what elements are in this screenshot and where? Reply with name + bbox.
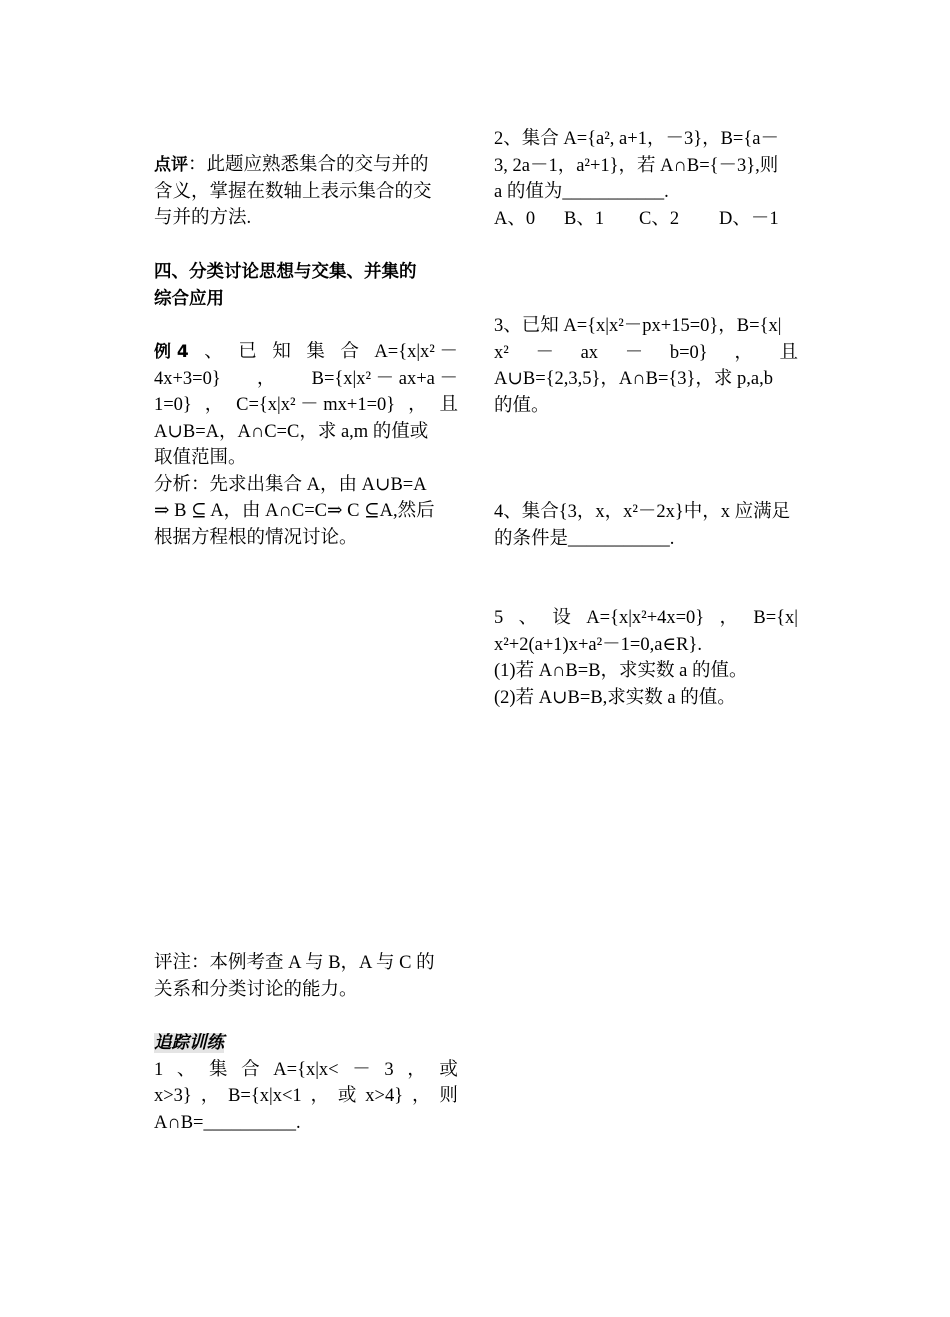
token: － — [624, 342, 644, 363]
question-3-line-4: 的值。 — [494, 395, 550, 416]
question-2-line-2: 3, 2a－1，a²+1}，若 A∩B={－3},则 — [494, 155, 779, 176]
remark-block — [154, 950, 458, 1003]
question-5-line-4: (2)若 A∪B=B,求实数 a 的值。 — [494, 687, 736, 708]
token: ， — [204, 395, 224, 415]
example-4-line-1 — [154, 339, 458, 366]
question-5-line-3: (1)若 A∩B=B，求实数 a 的值。 — [494, 661, 748, 681]
question-5-line-2: x²+2(a+1)x+a²－1=0,a∈R}. — [494, 634, 702, 655]
comment-block — [154, 152, 458, 232]
token: － — [535, 342, 554, 363]
token: 或 — [439, 1059, 458, 1080]
token: 1 — [154, 1059, 164, 1080]
question-4 — [494, 499, 798, 552]
token: 或 — [337, 1086, 357, 1106]
question-2-options — [494, 206, 798, 233]
token: C={x|x² － mx+1=0} — [236, 395, 396, 415]
token: 集 — [306, 342, 325, 362]
example-4 — [154, 339, 458, 551]
question-3 — [494, 313, 798, 419]
token: A={x|x²+4x=0} — [586, 608, 705, 628]
comment-line: 含义，掌握在数轴上表示集合的交 — [154, 181, 432, 202]
token: 合 — [340, 342, 359, 362]
section-heading-line: 四、分类讨论思想与交集、并集的 — [154, 262, 417, 282]
token: x>3} — [154, 1086, 192, 1106]
analysis-line-2: ⇒ B ⊆ A，由 A∩C=C⇒ C ⊆A,然后 — [154, 501, 435, 521]
section-heading-line: 综合应用 — [154, 288, 224, 309]
token: ， — [408, 395, 427, 415]
token: x>4} — [365, 1086, 404, 1106]
token: x² — [494, 342, 509, 363]
token: ， — [719, 608, 739, 628]
comment-line: 与并的方法. — [154, 208, 252, 228]
section-heading — [154, 259, 458, 312]
comment-label: 点评 — [154, 155, 188, 175]
token: ， — [734, 342, 753, 363]
token: B={x|x<1 — [228, 1086, 302, 1106]
question-3-line-3: A∪B={2,3,5}，A∩B={3}，求 p,a,b — [494, 369, 773, 389]
question-1-line-1 — [154, 1057, 458, 1084]
token: 设 — [552, 608, 571, 628]
token: b=0} — [669, 342, 708, 363]
option-c: C、2 — [639, 208, 680, 229]
token: B={x| — [753, 608, 798, 628]
example-4-line-5: 取值范围。 — [154, 448, 247, 468]
token: A={x|x² － — [374, 342, 458, 362]
token: ax — [580, 342, 599, 363]
example-4-label: 例 4 — [154, 342, 189, 362]
token: ， — [200, 1086, 220, 1106]
token: 则 — [439, 1086, 458, 1106]
token: A={x|x< — [273, 1059, 339, 1080]
token: 5 — [494, 608, 504, 628]
question-2-line-1: 2、集合 A={a², a+1，－3}，B={a－ — [494, 129, 779, 149]
token: 合 — [241, 1059, 260, 1080]
token: 1=0} — [154, 395, 192, 415]
example-4-line-4: A∪B=A，A∩C=C，求 a,m 的值或 — [154, 421, 429, 442]
token: － — [352, 1059, 371, 1080]
token: 、 — [518, 608, 538, 628]
remark-line: 评注：本例考查 A 与 B，A 与 C 的 — [154, 953, 435, 973]
option-a: A、0 — [494, 208, 536, 229]
token: 4x+3=0} — [154, 368, 221, 389]
analysis-line-1: 分析：先求出集合 A，由 A∪B=A — [154, 474, 427, 495]
token: B={x|x² － ax+a － — [311, 368, 458, 389]
question-4-line-1: 4、集合{3，x，x²－2x}中，x 应满足 — [494, 502, 791, 522]
question-1-line-3: A∩B=__________. — [154, 1112, 301, 1133]
tracking-title: 追踪训练 — [154, 1033, 224, 1053]
token: ， — [407, 1059, 426, 1080]
question-2 — [494, 126, 798, 232]
analysis-line-3: 根据方程根的情况讨论。 — [154, 527, 358, 548]
question-4-line-2: 的条件是___________. — [494, 528, 675, 549]
remark-line: 关系和分类讨论的能力。 — [154, 979, 358, 1000]
token: 且 — [779, 342, 798, 363]
token: 知 — [272, 342, 291, 362]
example-4-line-3 — [154, 392, 458, 419]
question-1-line-2 — [154, 1083, 458, 1110]
token: 集 — [209, 1059, 228, 1080]
token: 且 — [439, 395, 458, 415]
comment-line: ：此题应熟悉集合的交与并的 — [188, 155, 429, 175]
question-3-line-1: 3、已知 A={x|x²－px+15=0}，B={x| — [494, 316, 782, 336]
question-3-line-2 — [494, 340, 798, 367]
question-2-line-3: a 的值为___________. — [494, 182, 669, 202]
token: ， — [256, 368, 276, 389]
example-4-line-2 — [154, 366, 458, 393]
token: 、 — [204, 342, 223, 362]
token: 3 — [384, 1059, 394, 1080]
token: ， — [412, 1086, 431, 1106]
question-5-line-1 — [494, 605, 798, 632]
token: 、 — [176, 1059, 196, 1080]
tracking-practice — [154, 1030, 458, 1136]
token: 已 — [238, 342, 257, 362]
token: ， — [310, 1086, 330, 1106]
option-b: B、1 — [564, 208, 605, 229]
question-5 — [494, 605, 798, 711]
option-d: D、－1 — [719, 208, 779, 229]
